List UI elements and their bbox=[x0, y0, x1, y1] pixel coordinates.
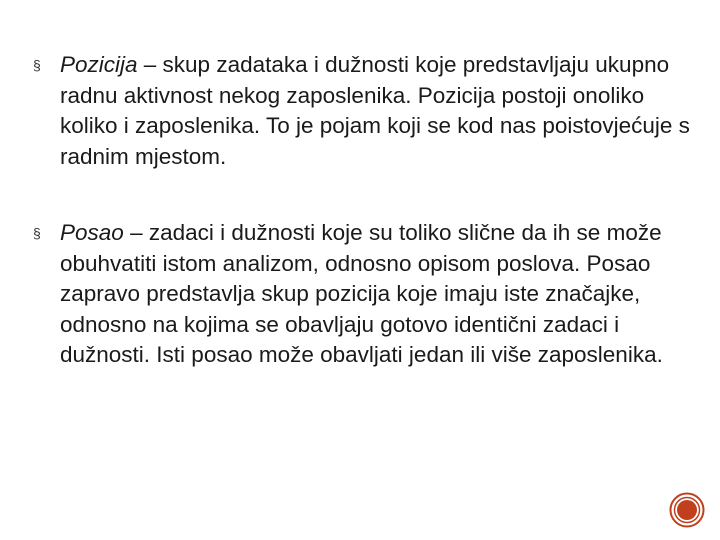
slide-nav-button[interactable] bbox=[669, 492, 705, 528]
bullet-item-pozicija bbox=[30, 50, 690, 172]
term-pozicija: Pozicija bbox=[60, 52, 138, 77]
definition-posao: – zadaci i dužnosti koje su toliko slične da ih se može obuhvatiti istom analizom, odnosno opisom poslova. Posao zapravo predstavlja skup pozicija koje imaju iste značajke, odnosno na kojima se obavljaju gotovo identični zadaci i dužnosti. Isti posao može obavljati jedan ili više zaposlenika. bbox=[60, 220, 663, 367]
circle-button-icon bbox=[669, 492, 705, 528]
bullet-list bbox=[30, 50, 690, 371]
bullet-marker-icon: § bbox=[33, 57, 41, 73]
definition-pozicija: – skup zadataka i dužnosti koje predstavljaju ukupno radnu aktivnost nekog zaposlenika. Pozicija postoji onoliko koliko i zaposlenika. To je pojam koji se kod nas poistovjećuje s radnim mjestom. bbox=[60, 52, 690, 169]
bullet-item-posao bbox=[30, 218, 690, 371]
bullet-marker-icon: § bbox=[33, 225, 41, 241]
term-posao: Posao bbox=[60, 220, 124, 245]
